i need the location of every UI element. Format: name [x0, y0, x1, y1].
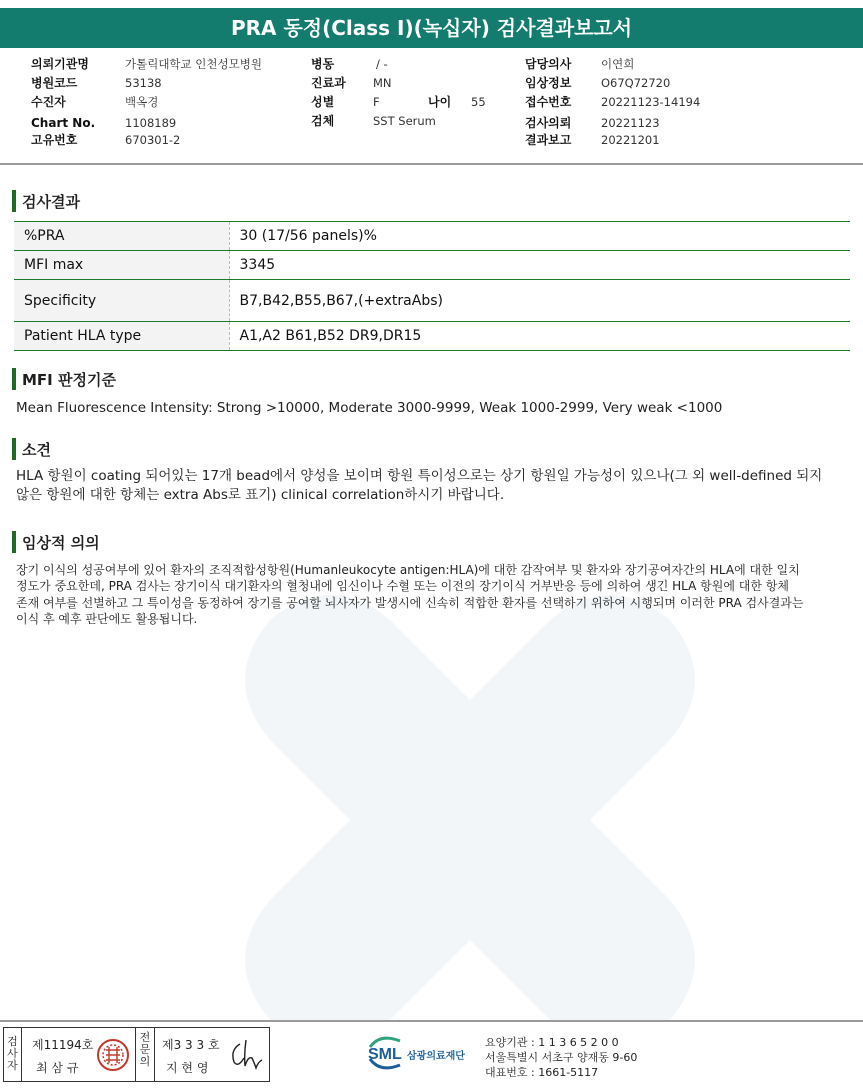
table-row [14, 322, 850, 351]
section-results-title: 검사결과 [22, 192, 80, 211]
examiner-role-cell [4, 1028, 22, 1081]
result-key: %PRA [14, 222, 229, 251]
label-clinical-info: 임상정보 [525, 76, 572, 90]
section-mfi-header [12, 368, 116, 390]
examiner-license: 제11194호 [32, 1038, 94, 1052]
handwritten-signature-icon [226, 1036, 264, 1072]
signature-box [3, 1027, 270, 1082]
table-row [14, 222, 850, 251]
result-value: B7,B42,B55,B67,(+extraAbs) [229, 280, 850, 322]
logo-org-name: 삼광의료재단 [407, 1051, 465, 1062]
reviewer-role-cell [135, 1028, 155, 1081]
report-title: PRA 동정(Class I)(녹십자) 검사결과보고서 [0, 8, 863, 48]
patient-info [0, 55, 863, 165]
section-opinion-header [12, 438, 51, 460]
value-institution: 가톨릭대학교 인천성모병원 [125, 57, 262, 71]
section-mfi-title: MFI 판정기준 [22, 370, 116, 389]
footer-line: 서울특별시 서초구 양재동 9-60 [485, 1051, 638, 1064]
result-value: A1,A2 B61,B52 DR9,DR15 [229, 322, 850, 351]
result-value: 3345 [229, 251, 850, 280]
section-clinical-title: 임상적 의의 [22, 533, 100, 552]
value-ward: / - [376, 57, 388, 71]
label-specimen: 검체 [311, 114, 335, 128]
section-results-header [12, 190, 80, 212]
section-opinion-title: 소견 [22, 440, 51, 459]
value-sex: F [373, 95, 380, 109]
value-unique-id: 670301-2 [125, 133, 181, 147]
value-clinical-info: O67Q72720 [601, 76, 671, 90]
label-unique-id: 고유번호 [31, 133, 78, 147]
watermark-cross-icon [120, 560, 820, 1020]
label-receipt-no: 접수번호 [525, 95, 572, 109]
value-receipt-no: 20221123-14194 [601, 95, 701, 109]
opinion-line: HLA 항원이 coating 되어있는 17개 bead에서 양성을 보이며 항원 특이성으로는 상기 항원일 가능성이 있으나(그 외 well-defined 되지 [16, 468, 823, 484]
opinion-line: 않은 항원에 대한 항체는 extra Abs로 표기) clinical correlation하시기 바랍니다. [16, 487, 505, 503]
section-marker [12, 438, 16, 460]
value-request-date: 20221123 [601, 116, 660, 130]
footer-divider [0, 1020, 863, 1022]
info-divider [0, 163, 863, 165]
reviewer-role: 전문의 [139, 1031, 151, 1068]
reviewer-license: 제3 3 3 호 [162, 1038, 220, 1052]
label-report-date: 결과보고 [525, 133, 572, 147]
clinical-line: 존재 여부를 선별하고 그 특이성을 동정하여 장기를 공여할 뇌사자가 발생시에 신속히 적합한 환자를 선택하기 위하여 시행되며 이러한 PRA 검사결과는 [16, 596, 804, 610]
section-marker [12, 368, 16, 390]
label-sex: 성별 [311, 95, 335, 109]
result-key: Specificity [14, 280, 229, 322]
table-row [14, 251, 850, 280]
value-specimen: SST Serum [373, 114, 436, 128]
label-department: 진료과 [311, 76, 346, 90]
label-chart-no: Chart No. [31, 116, 96, 130]
value-age: 55 [471, 95, 486, 109]
clinical-line: 정도가 중요한데, PRA 검사는 장기이식 대기환자의 혈청내에 임신이나 수혈 또는 이전의 장기이식 거부반응 등에 의하여 생긴 HLA 항원에 대한 항체 [16, 579, 789, 593]
examiner-role: 검사자 [7, 1035, 18, 1072]
result-value: 30 (17/56 panels)% [229, 222, 850, 251]
results-table [14, 221, 850, 351]
label-hospital-code: 병원코드 [31, 76, 78, 90]
label-ward: 병동 [311, 57, 335, 71]
label-doctor: 담당의사 [525, 57, 572, 71]
label-patient: 수진자 [31, 95, 66, 109]
value-hospital-code: 53138 [125, 76, 162, 90]
label-institution: 의뢰기관명 [31, 57, 89, 71]
footer-info [485, 1035, 637, 1080]
section-clinical-header [12, 531, 100, 553]
value-doctor: 이연희 [601, 57, 635, 71]
value-patient: 백옥경 [125, 95, 159, 109]
value-department: MN [373, 76, 392, 90]
reviewer-name: 지 현 영 [166, 1061, 209, 1075]
logo-text: SML [368, 1046, 402, 1063]
result-key: Patient HLA type [14, 322, 229, 351]
table-row [14, 280, 850, 322]
footer-line: 대표번호 : 1661-5117 [485, 1066, 599, 1079]
value-chart-no: 1108189 [125, 116, 177, 130]
clinical-line: 이식 후 예후 판단에도 활용됩니다. [16, 612, 198, 626]
footer-line: 요양기관 : 1 1 3 6 5 2 0 0 [485, 1036, 619, 1049]
examiner-name: 최 삼 규 [36, 1061, 79, 1075]
label-request-date: 검사의뢰 [525, 116, 572, 130]
seal-stamp-icon [96, 1038, 130, 1072]
section-marker [12, 531, 16, 553]
value-report-date: 20221201 [601, 133, 660, 147]
section-marker [12, 190, 16, 212]
mfi-criteria-text: Mean Fluorescence Intensity: Strong >10000, Moderate 3000-9999, Weak 1000-2999, Very weak <1000 [16, 400, 723, 416]
result-key: MFI max [14, 251, 229, 280]
clinical-line: 장기 이식의 성공여부에 있어 환자의 조직적합성항원(Humanleukocyte antigen:HLA)에 대한 감작여부 및 환자와 장기공여자간의 HLA에 대한 일치 [16, 563, 800, 577]
sml-logo [366, 1033, 486, 1073]
label-age: 나이 [428, 95, 452, 109]
